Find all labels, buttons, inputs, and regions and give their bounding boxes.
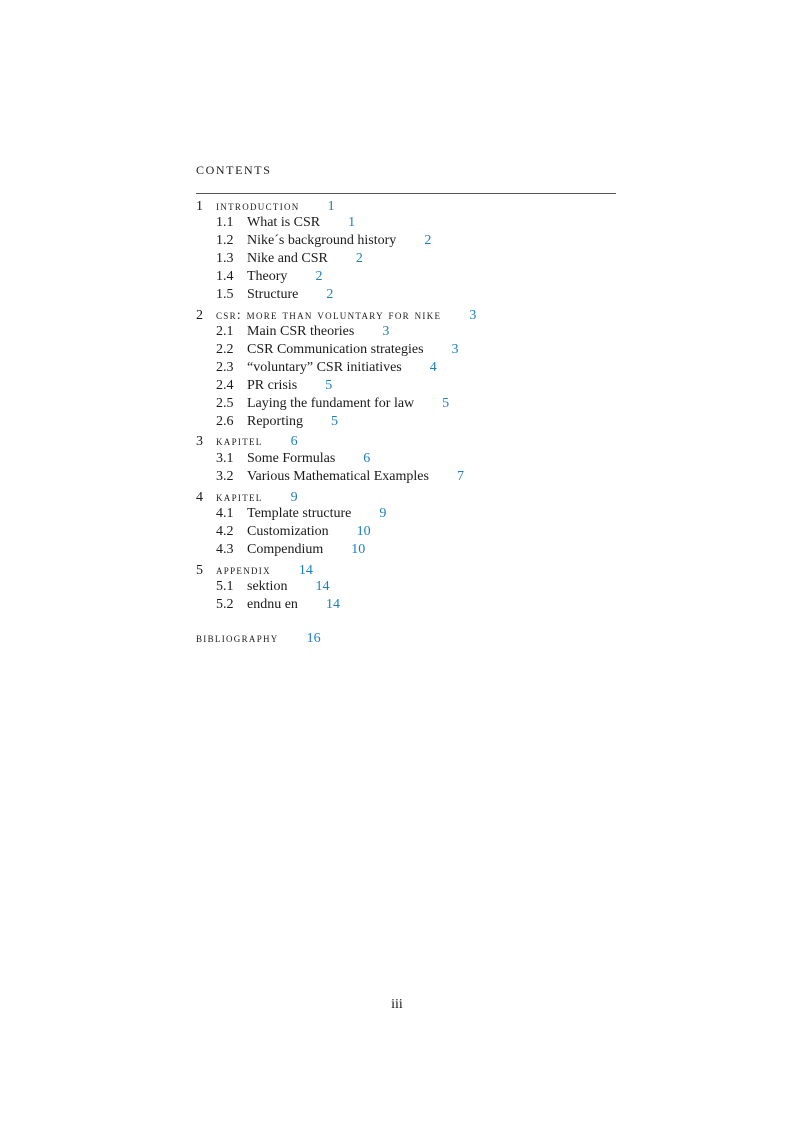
section-number: 3.2 [216,469,234,484]
section-title: Customization [247,524,329,539]
page-number-link[interactable]: 2 [315,269,323,284]
toc-heading: contents [196,159,272,178]
toc-section-1-1[interactable] [216,214,355,232]
chapter-title: introduction [216,198,300,213]
page-number-link[interactable]: 14 [298,563,313,578]
toc-section-1-4[interactable] [216,268,322,286]
section-number: 4.1 [216,506,234,521]
section-number: 1.4 [216,269,234,284]
chapter-title: appendix [216,562,271,577]
bibliography-title: bibliography [196,630,279,645]
chapter-title: kapitel [216,433,263,448]
section-title: endnu en [247,597,298,612]
toc-section-5-1[interactable] [216,578,329,596]
chapter-number: 3 [196,434,203,449]
page-number-link[interactable]: 5 [325,378,333,393]
toc-bibliography[interactable] [196,629,321,648]
page-number-link[interactable]: 2 [355,251,363,266]
section-number: 5.1 [216,579,234,594]
section-title: Some Formulas [247,451,336,466]
section-title: Various Mathematical Examples [247,469,429,484]
page-number-link[interactable]: 9 [379,506,387,521]
chapter-title: kapitel [216,489,263,504]
page-number-link[interactable]: 1 [327,199,335,214]
page-number-link[interactable]: 6 [363,451,371,466]
toc-section-5-2[interactable] [216,596,340,614]
toc-section-2-4[interactable] [216,377,332,395]
chapter-number: 4 [196,490,203,505]
toc-section-1-2[interactable] [216,232,431,250]
toc-section-3-1[interactable] [216,450,370,468]
page-number-link[interactable]: 3 [451,342,459,357]
toc-section-4-2[interactable] [216,523,371,541]
section-title: Compendium [247,542,324,557]
section-title: Theory [247,269,288,284]
page-number-link[interactable]: 9 [290,490,298,505]
page-number-link[interactable]: 10 [356,524,371,539]
section-number: 4.2 [216,524,234,539]
toc-section-2-6[interactable] [216,413,338,431]
toc-section-2-1[interactable] [216,323,389,341]
page-number-link[interactable]: 5 [331,414,338,429]
section-number: 2.3 [216,360,234,375]
page-folio: iii [391,997,403,1012]
chapter-number: 2 [196,308,203,323]
section-number: 4.3 [216,542,234,557]
page-number-link[interactable]: 3 [469,308,477,323]
page-number-link[interactable]: 7 [456,469,464,484]
section-number: 5.2 [216,597,234,612]
toc-section-1-3[interactable] [216,250,363,268]
toc-section-2-3[interactable] [216,359,437,377]
toc-section-1-5[interactable] [216,286,333,304]
section-title: Nike and CSR [247,251,328,266]
section-title: Laying the fundament for law [247,396,415,411]
section-number: 1.1 [216,215,234,230]
chapter-number: 5 [196,563,203,578]
toc-section-2-2[interactable] [216,341,459,359]
page-number-link[interactable]: 10 [351,542,366,557]
toc-section-4-1[interactable] [216,505,386,523]
toc-section-4-3[interactable] [216,541,365,559]
page-number-link[interactable]: 14 [325,597,340,612]
section-title: sektion [247,579,288,594]
toc-section-3-2[interactable] [216,468,464,486]
page-number-link[interactable]: 2 [326,287,334,302]
section-title: “voluntary” CSR initiatives [247,360,402,375]
section-number: 2.6 [216,414,234,429]
toc-chapter-3[interactable] [196,432,298,451]
section-number: 2.1 [216,324,234,339]
section-title: What is CSR [247,215,321,230]
section-number: 2.2 [216,342,234,357]
page-number-link[interactable]: 6 [290,434,298,449]
section-number: 1.3 [216,251,234,266]
section-title: CSR Communication strategies [247,342,424,357]
chapter-title: csr: more than voluntary for nike [216,307,442,322]
page-number-link[interactable]: 16 [306,631,321,646]
section-number: 3.1 [216,451,234,466]
section-number: 1.2 [216,233,234,248]
page-number-link[interactable]: 1 [348,215,356,230]
heading-rule [196,193,616,194]
section-title: Nike´s background history [247,233,397,248]
toc-section-2-5[interactable] [216,395,449,413]
page-number-link[interactable]: 3 [382,324,390,339]
section-number: 1.5 [216,287,234,302]
section-title: PR crisis [247,378,298,393]
page-number-link[interactable]: 4 [429,360,437,375]
section-title: Structure [247,287,299,302]
section-number: 2.4 [216,378,234,393]
page-number-link[interactable]: 2 [424,233,432,248]
page-number-link[interactable]: 5 [442,396,450,411]
chapter-number: 1 [196,199,203,214]
section-number: 2.5 [216,396,234,411]
section-title: Reporting [247,414,303,429]
section-title: Template structure [247,506,352,521]
page-number-link[interactable]: 14 [315,579,330,594]
section-title: Main CSR theories [247,324,355,339]
